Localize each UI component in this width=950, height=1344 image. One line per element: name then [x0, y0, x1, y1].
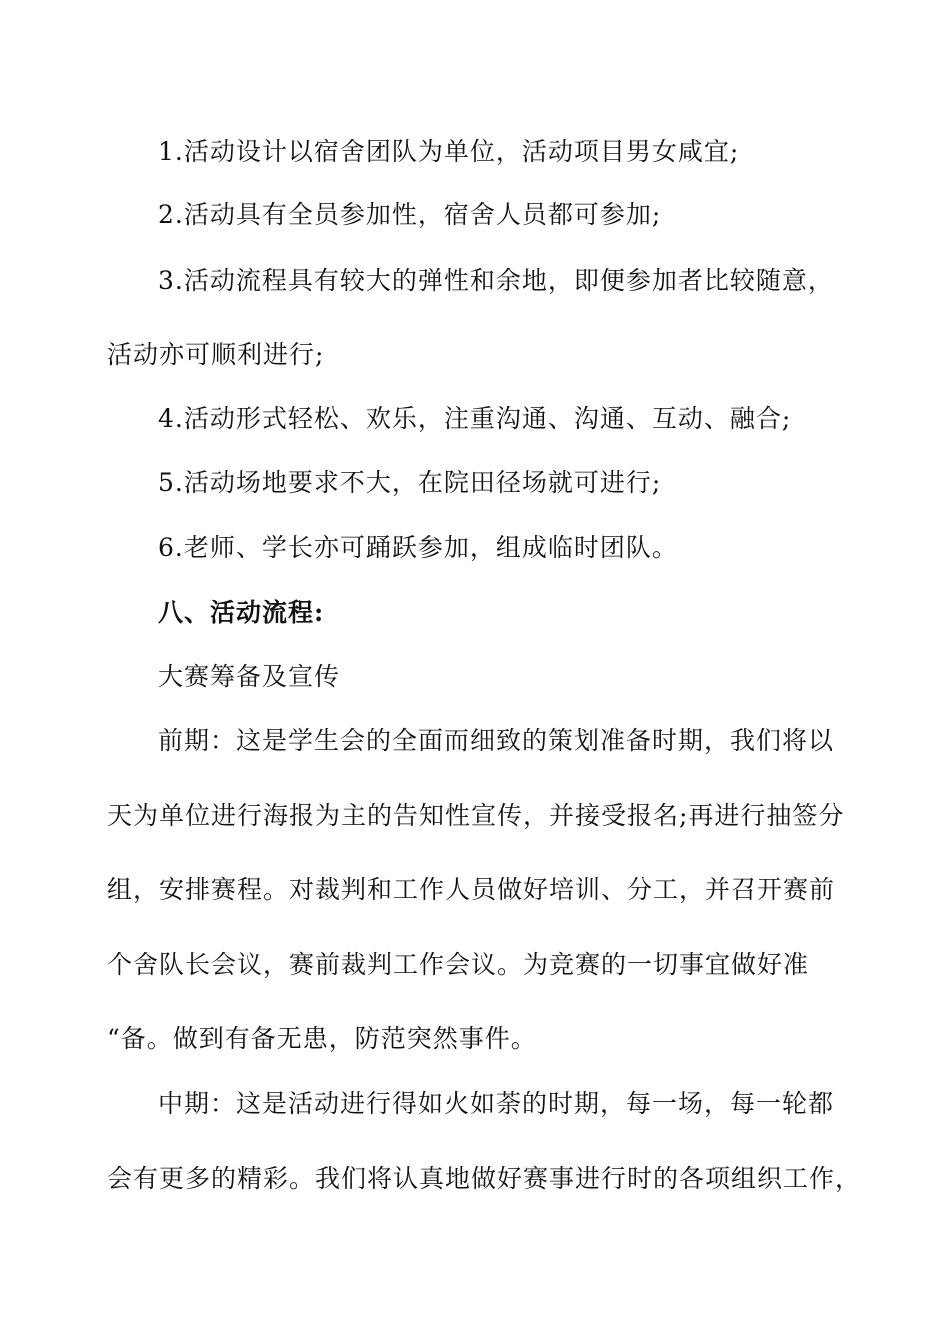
list-item-3: 3.活动流程具有较大的弹性和余地，即便参加者比较随意，: [158, 266, 834, 295]
section-heading: 八、活动流程:: [158, 598, 325, 627]
list-item-5: 5.活动场地要求不大，在院田径场就可进行;: [158, 468, 662, 497]
list-item-2: 2.活动具有全员参加性，宿舍人员都可参加;: [158, 200, 662, 229]
paragraph-early-line-4: 个舍队长会议，赛前裁判工作会议。为竞赛的一切事宜做好准: [107, 950, 810, 979]
list-item-3-continuation: 活动亦可顺利进行;: [107, 340, 325, 369]
paragraph-early-line-3: 组，安排赛程。对裁判和工作人员做好培训、分工，并召开赛前: [107, 875, 836, 904]
subheading: 大赛筹备及宣传: [158, 662, 341, 691]
paragraph-early-line-1: 前期：这是学生会的全面而细致的策划准备时期，我们将以: [158, 726, 835, 755]
paragraph-mid-line-2: 会有更多的精彩。我们将认真地做好赛事进行时的各项组织工作，: [107, 1164, 862, 1193]
paragraph-early-line-5: “备。做到有备无患，防范突然事件。: [107, 1024, 537, 1053]
list-item-4: 4.活动形式轻松、欢乐，注重沟通、沟通、互动、融合;: [158, 404, 792, 433]
paragraph-early-line-2: 天为单位进行海报为主的告知性宣传，并接受报名;再进行抽签分: [107, 801, 845, 830]
list-item-1: 1.活动设计以宿舍团队为单位，活动项目男女咸宜;: [158, 137, 740, 166]
paragraph-mid-line-1: 中期：这是活动进行得如火如荼的时期，每一场，每一轮都: [158, 1089, 835, 1118]
list-item-6: 6.老师、学长亦可踊跃参加，组成临时团队。: [158, 533, 678, 562]
